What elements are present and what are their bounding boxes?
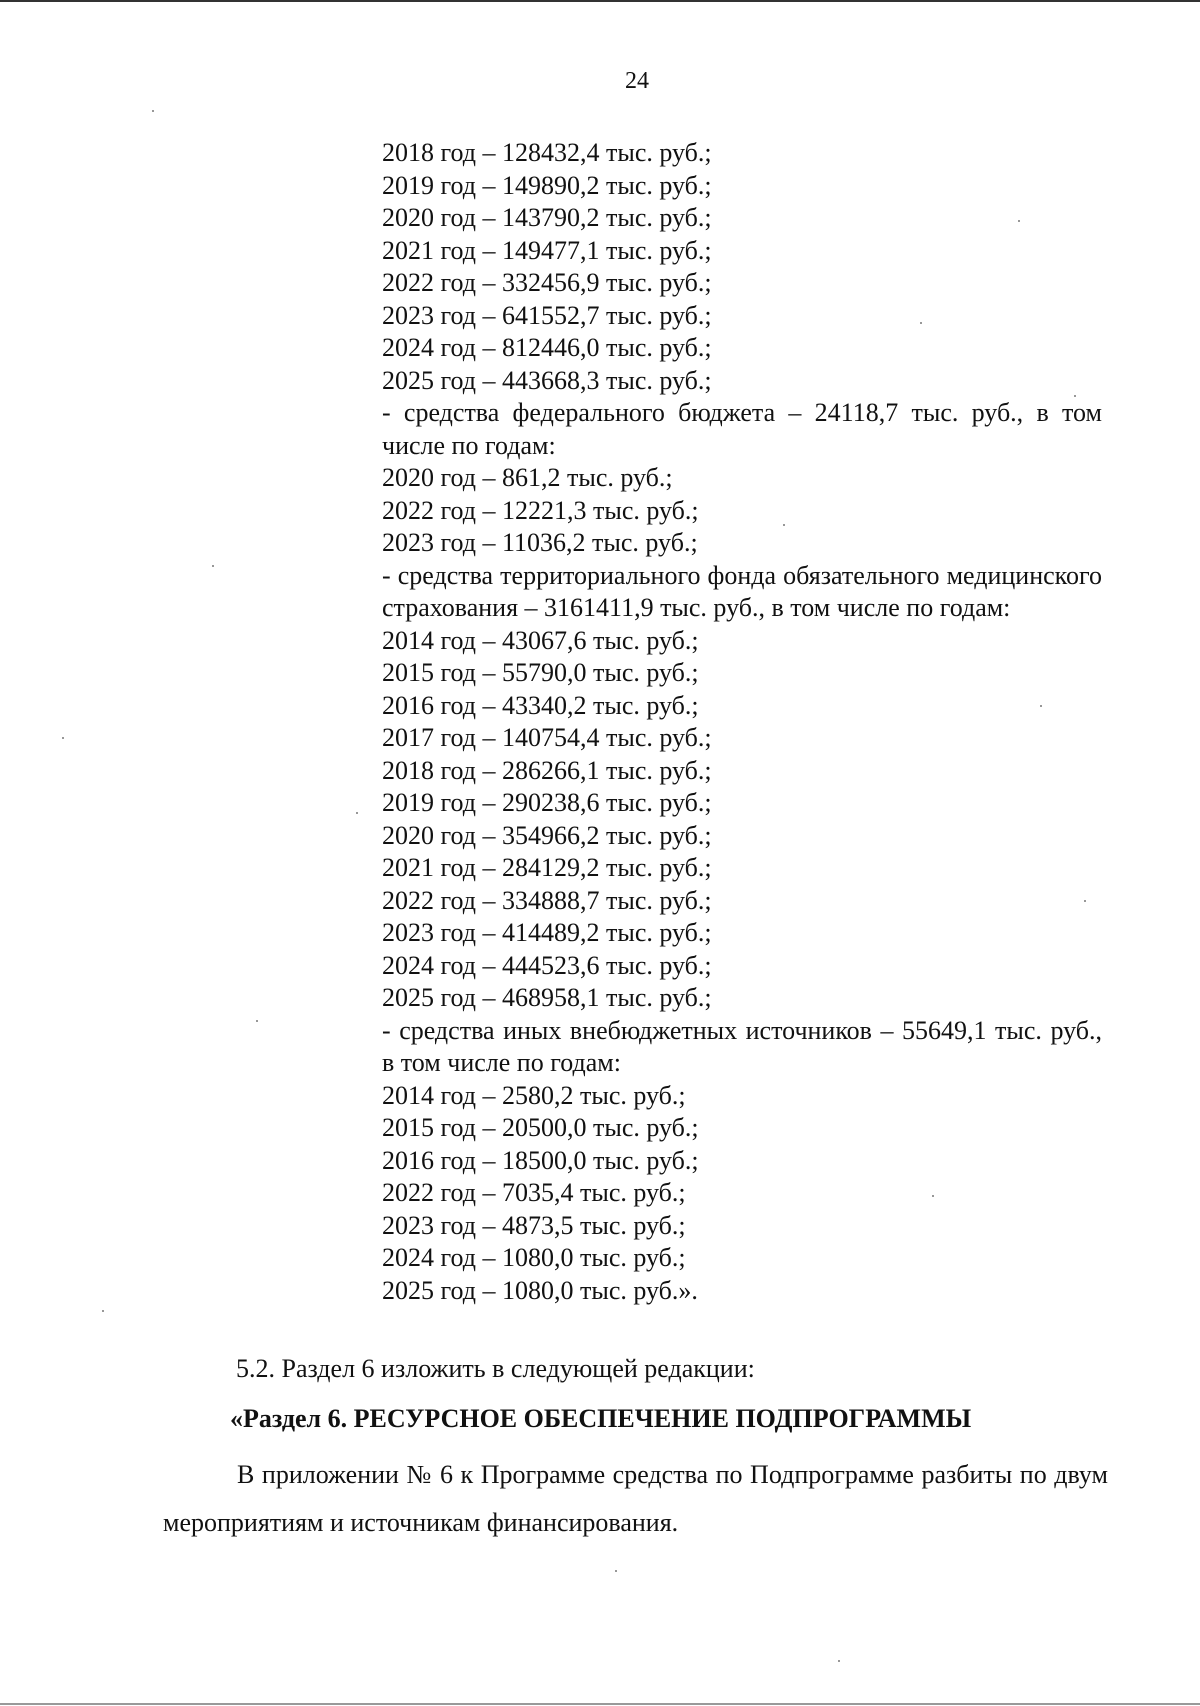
year-amount-line: 2021 год – 149477,1 тыс. руб.; [382, 235, 712, 265]
scan-speck [932, 1195, 934, 1197]
year-amount-line: 2024 год – 812446,0 тыс. руб.; [382, 333, 712, 362]
year-list-insurance-fund [382, 625, 1102, 1015]
year-amount-line: 2024 год – 1080,0 тыс. руб.; [382, 1243, 686, 1272]
year-list-federal [382, 462, 1102, 560]
year-amount-line: 2023 год – 11036,2 тыс. руб.; [382, 528, 698, 557]
financing-list [382, 137, 1102, 1307]
year-amount-line: 2014 год – 43067,6 тыс. руб.; [382, 625, 699, 655]
section-heading: «Раздел 6. РЕСУРСНОЕ ОБЕСПЕЧЕНИЕ ПОДПРОГРАММЫ [230, 1404, 972, 1433]
year-amount-line: 2024 год – 444523,6 тыс. руб.; [382, 950, 712, 980]
year-amount-line: 2015 год – 55790,0 тыс. руб.; [382, 658, 699, 687]
scan-speck [1018, 220, 1020, 222]
top-scan-edge [0, 0, 1200, 2]
year-amount-line: 2023 год – 641552,7 тыс. руб.; [382, 300, 712, 330]
scan-speck [920, 322, 922, 324]
scan-speck [152, 110, 154, 112]
insurance-fund-intro: - средства территориального фонда обязательного медицинского страхования – 3161411,9 тыс. руб., в том числе по годам: [382, 560, 1102, 622]
year-amount-line: 2020 год – 354966,2 тыс. руб.; [382, 820, 712, 850]
scan-speck [212, 565, 214, 567]
year-amount-line: 2022 год – 334888,7 тыс. руб.; [382, 885, 712, 915]
scan-speck [615, 1570, 617, 1572]
year-amount-line: 2020 год – 143790,2 тыс. руб.; [382, 203, 712, 232]
year-amount-line: 2018 год – 128432,4 тыс. руб.; [382, 138, 712, 167]
scan-speck [62, 737, 64, 739]
year-amount-line: 2019 год – 149890,2 тыс. руб.; [382, 170, 712, 200]
year-amount-line: 2023 год – 414489,2 тыс. руб.; [382, 918, 712, 947]
other-sources-intro: - средства иных внебюджетных источников – 55649,1 тыс. руб., в том числе по годам: [382, 1015, 1102, 1077]
year-amount-line: 2025 год – 468958,1 тыс. руб.; [382, 983, 712, 1012]
year-amount-line: 2014 год – 2580,2 тыс. руб.; [382, 1080, 686, 1110]
scan-speck [1040, 705, 1042, 707]
year-amount-line: 2016 год – 43340,2 тыс. руб.; [382, 690, 699, 720]
body-paragraph: В приложении № 6 к Программе средства по Подпрограмме разбиты по двум мероприятиям и источникам финансирования. [163, 1460, 1108, 1537]
year-amount-line: 2016 год – 18500,0 тыс. руб.; [382, 1145, 699, 1175]
year-amount-line: 2021 год – 284129,2 тыс. руб.; [382, 853, 712, 882]
scan-speck [256, 1020, 258, 1022]
scan-speck [356, 812, 358, 814]
section-change-instruction: 5.2. Раздел 6 изложить в следующей редакции: [236, 1354, 755, 1383]
scan-speck [102, 1310, 104, 1312]
year-amount-line: 2025 год – 1080,0 тыс. руб.». [382, 1275, 698, 1305]
bottom-scan-edge [0, 1703, 1200, 1705]
scan-speck [1084, 900, 1086, 902]
federal-budget-intro: - средства федерального бюджета – 24118,7 тыс. руб., в том числе по годам: [382, 398, 1102, 460]
year-amount-line: 2018 год – 286266,1 тыс. руб.; [382, 755, 712, 785]
year-amount-line: 2022 год – 7035,4 тыс. руб.; [382, 1178, 686, 1207]
year-list-other-sources [382, 1080, 1102, 1308]
scan-speck [838, 1660, 840, 1662]
year-amount-line: 2020 год – 861,2 тыс. руб.; [382, 463, 673, 492]
year-amount-line: 2023 год – 4873,5 тыс. руб.; [382, 1210, 686, 1240]
scan-speck [1074, 395, 1076, 397]
page-number: 24 [625, 68, 649, 94]
scan-speck [783, 524, 785, 526]
year-amount-line: 2022 год – 12221,3 тыс. руб.; [382, 495, 699, 525]
year-amount-line: 2017 год – 140754,4 тыс. руб.; [382, 723, 712, 752]
year-amount-line: 2025 год – 443668,3 тыс. руб.; [382, 365, 712, 395]
year-list-total [382, 137, 1102, 397]
year-amount-line: 2015 год – 20500,0 тыс. руб.; [382, 1113, 699, 1142]
year-amount-line: 2019 год – 290238,6 тыс. руб.; [382, 788, 712, 817]
year-amount-line: 2022 год – 332456,9 тыс. руб.; [382, 268, 712, 297]
